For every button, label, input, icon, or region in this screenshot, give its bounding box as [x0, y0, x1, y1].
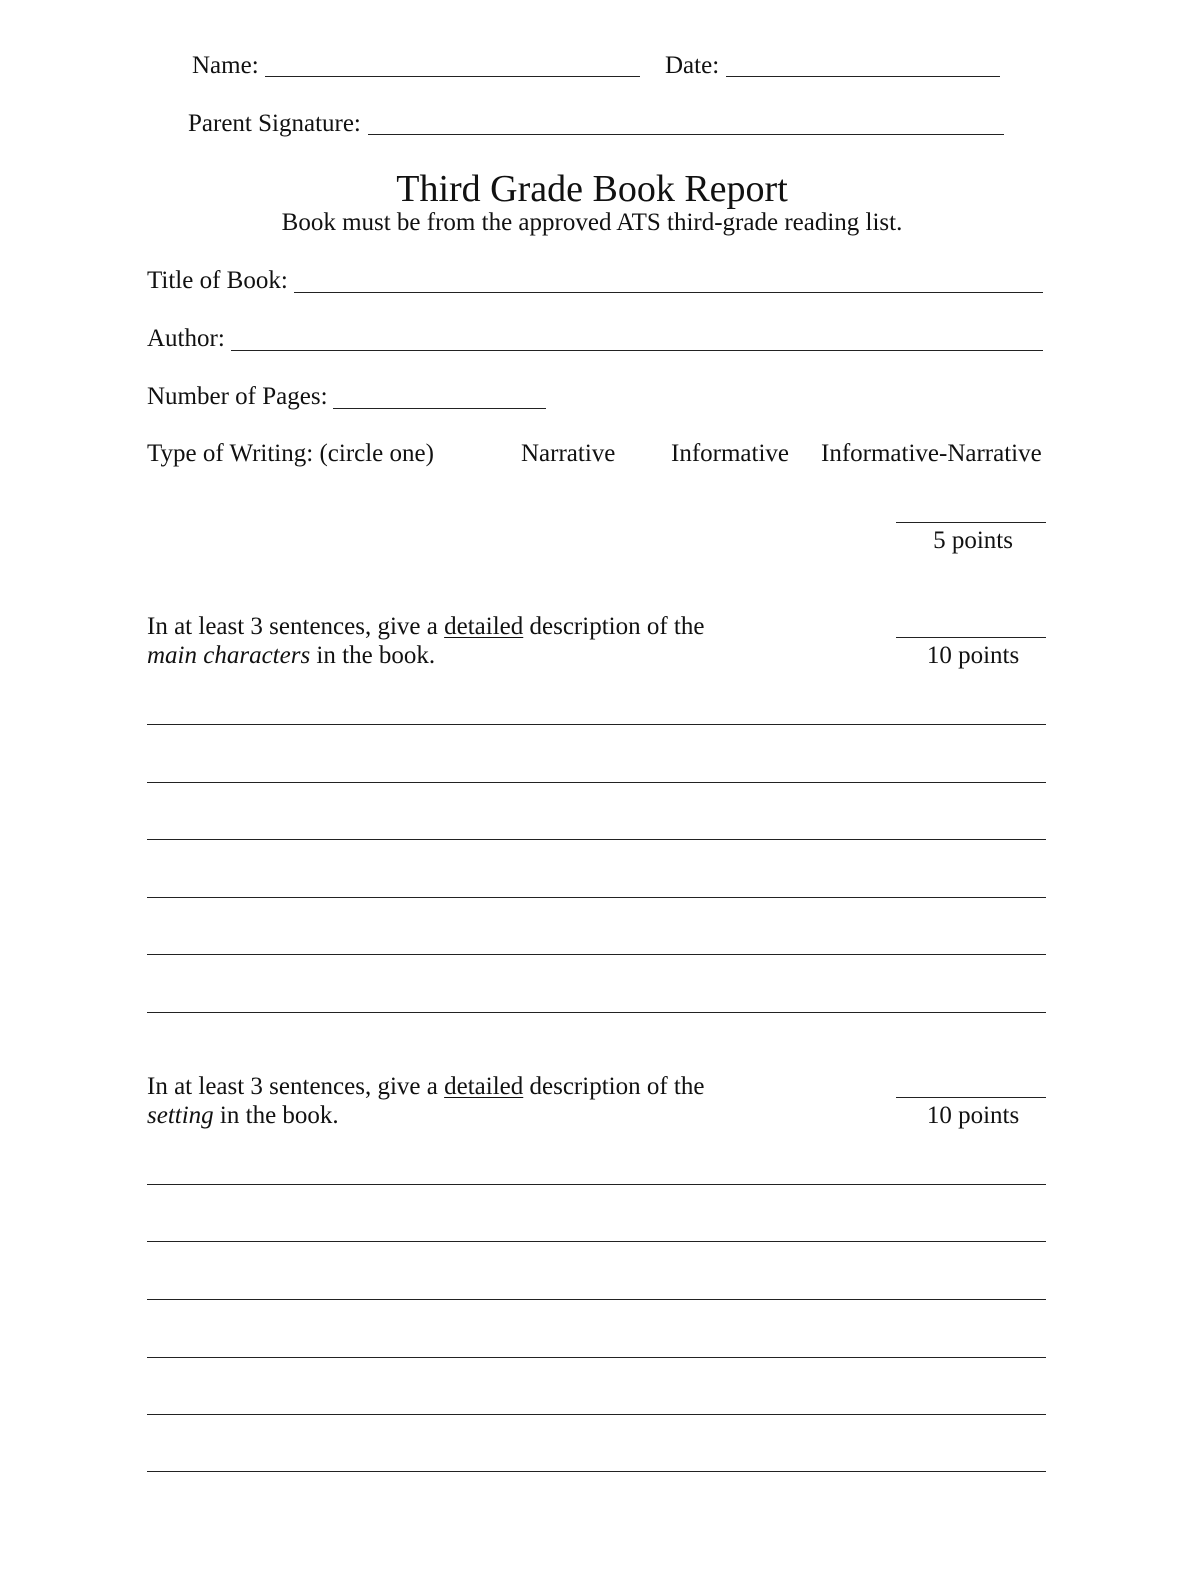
parent-signature-label: Parent Signature:	[188, 110, 361, 137]
option-informative-narrative[interactable]: Informative-Narrative	[821, 440, 1042, 467]
author-field[interactable]	[231, 350, 1043, 351]
setting-answer-line-6[interactable]	[147, 1471, 1046, 1472]
author-label: Author:	[147, 325, 225, 352]
characters-answer-line-2[interactable]	[147, 782, 1046, 783]
score-field-characters[interactable]	[896, 637, 1046, 638]
setting-answer-line-5[interactable]	[147, 1414, 1046, 1415]
score-field-basic-info[interactable]	[896, 522, 1046, 523]
name-field[interactable]	[265, 76, 640, 77]
date-field[interactable]	[726, 76, 1000, 77]
setting-answer-line-3[interactable]	[147, 1299, 1046, 1300]
name-label: Name:	[192, 52, 259, 79]
characters-prompt-emphasis: detailed	[444, 613, 524, 640]
setting-prompt-suffix: in the book.	[213, 1102, 339, 1129]
number-of-pages-field[interactable]	[333, 408, 546, 409]
characters-answer-line-3[interactable]	[147, 839, 1046, 840]
setting-prompt-emphasis: detailed	[444, 1073, 524, 1100]
characters-answer-line-5[interactable]	[147, 954, 1046, 955]
characters-answer-line-6[interactable]	[147, 1012, 1046, 1013]
page-title: Third Grade Book Report	[396, 168, 788, 210]
parent-signature-field[interactable]	[368, 134, 1004, 135]
setting-prompt-subject: setting	[147, 1102, 214, 1129]
characters-prompt-middle: description of the	[523, 613, 705, 640]
setting-prompt-prefix: In at least 3 sentences, give a	[147, 1073, 445, 1100]
characters-answer-line-4[interactable]	[147, 897, 1046, 898]
characters-prompt	[147, 612, 704, 670]
setting-answer-line-1[interactable]	[147, 1184, 1046, 1185]
setting-prompt	[147, 1072, 704, 1130]
points-setting: 10 points	[926, 1102, 1020, 1129]
setting-answer-line-4[interactable]	[147, 1357, 1046, 1358]
score-field-setting[interactable]	[896, 1097, 1046, 1098]
characters-prompt-suffix: in the book.	[310, 642, 436, 669]
setting-prompt-middle: description of the	[523, 1073, 705, 1100]
page-subtitle: Book must be from the approved ATS third-grade reading list.	[281, 209, 903, 236]
number-of-pages-label: Number of Pages:	[147, 383, 328, 410]
points-characters: 10 points	[926, 642, 1020, 669]
characters-prompt-prefix: In at least 3 sentences, give a	[147, 613, 445, 640]
characters-prompt-subject: main characters	[147, 642, 311, 669]
option-informative[interactable]: Informative	[671, 440, 790, 467]
title-of-book-field[interactable]	[294, 292, 1043, 293]
title-of-book-label: Title of Book:	[147, 267, 288, 294]
setting-answer-line-2[interactable]	[147, 1241, 1046, 1242]
date-label: Date:	[665, 52, 720, 79]
points-basic-info: 5 points	[933, 527, 1013, 554]
option-narrative[interactable]: Narrative	[521, 440, 616, 467]
characters-answer-line-1[interactable]	[147, 724, 1046, 725]
type-of-writing-label: Type of Writing: (circle one)	[147, 440, 434, 467]
